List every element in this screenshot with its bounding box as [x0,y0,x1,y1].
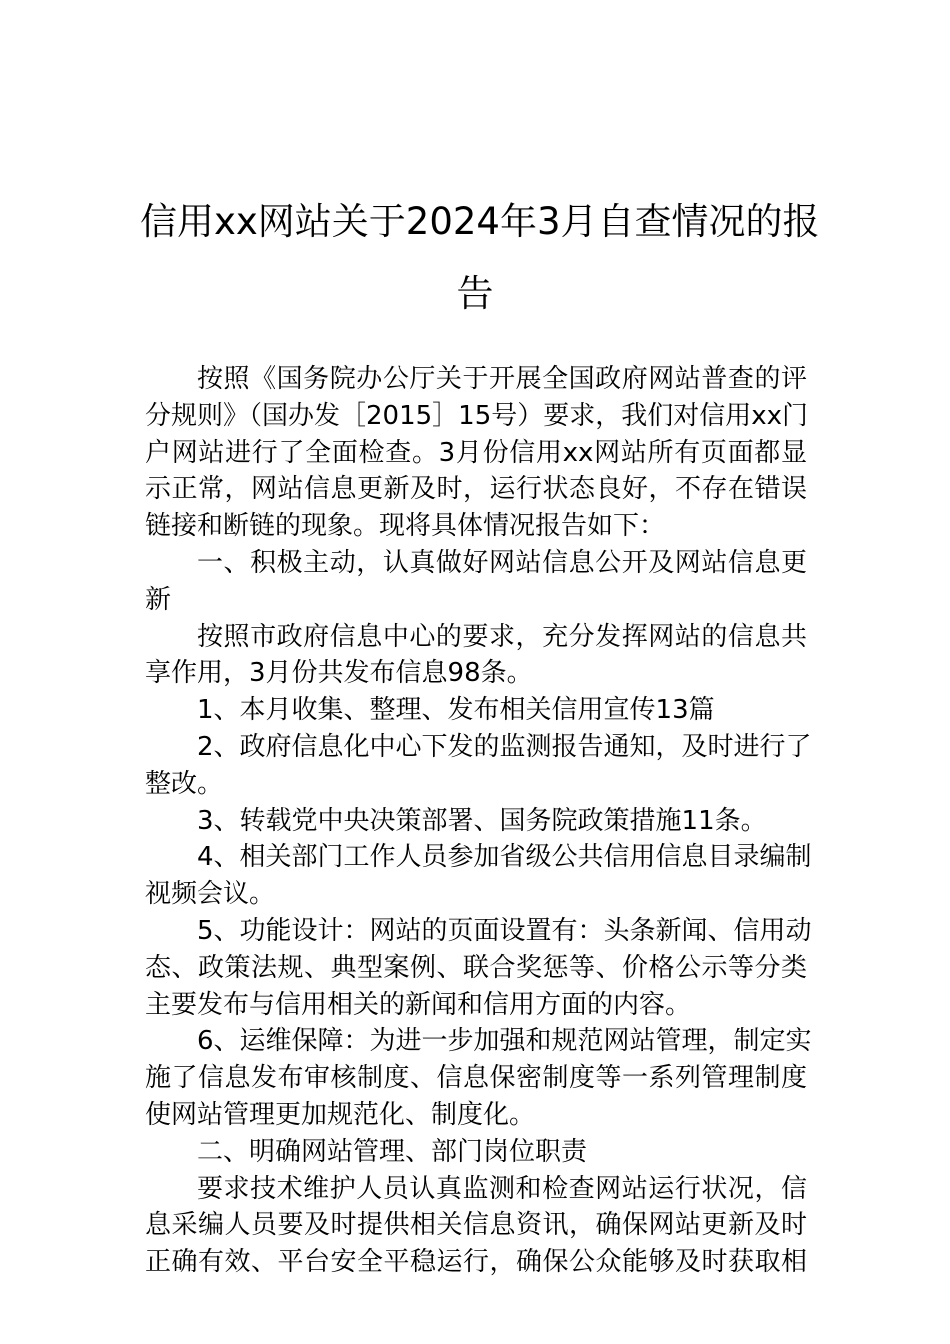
body-text-line: 主要发布与信用相关的新闻和信用方面的内容。 [145,989,692,1020]
body-text-line: 视频会议。 [145,879,276,910]
document-title-line-1: 信用xx网站关于2024年3月自查情况的报 [140,200,820,243]
body-text-line: 按照《国务院办公厅关于开展全国政府网站普查的评 [197,364,807,394]
body-text-line: 分规则》（国办发［2015］15号）要求，我们对信用xx门 [145,400,809,431]
body-text-line: 施了信息发布审核制度、信息保密制度等一系列管理制度 [145,1063,807,1094]
body-text-line: 二、明确网站管理、部门岗位职责 [197,1136,588,1167]
body-text-line: 新 [145,584,172,615]
body-text-line: 5、功能设计：网站的页面设置有：头条新闻、信用动 [197,915,812,946]
body-text-line: 正确有效、平台安全平稳运行，确保公众能够及时获取相 [145,1247,807,1278]
body-text-line: 态、政策法规、典型案例、联合奖惩等、价格公示等分类 [145,952,807,983]
body-text-line: 3、转载党中央决策部署、国务院政策措施11条。 [197,805,767,836]
body-text-line: 2、政府信息化中心下发的监测报告通知，及时进行了 [197,731,812,762]
body-text-line: 链接和断链的现象。现将具体情况报告如下： [145,511,666,542]
body-text-line: 示正常，网站信息更新及时，运行状态良好，不存在错误 [145,474,807,505]
document-body [145,361,812,1281]
body-text-line: 要求技术维护人员认真监测和检查网站运行状况，信 [197,1173,807,1204]
body-text-line: 整改。 [145,768,224,799]
body-text-line: 4、相关部门工作人员参加省级公共信用信息目录编制 [197,842,812,873]
body-text-line: 1、本月收集、整理、发布相关信用宣传13篇 [197,695,715,726]
body-text-line: 一、积极主动，认真做好网站信息公开及网站信息更 [197,547,807,578]
body-text-line: 享作用，3月份共发布信息98条。 [145,658,533,689]
document-title-line-2: 告 [456,272,494,315]
body-text-line: 6、运维保障：为进一步加强和规范网站管理，制定实 [197,1026,812,1057]
body-text-line: 户网站进行了全面检查。3月份信用xx网站所有页面都显 [145,437,807,468]
body-text-line: 使网站管理更加规范化、制度化。 [145,1099,536,1130]
body-text-line: 息采编人员要及时提供相关信息资讯，确保网站更新及时 [145,1210,807,1241]
body-text-line: 按照市政府信息中心的要求，充分发挥网站的信息共 [197,621,807,652]
